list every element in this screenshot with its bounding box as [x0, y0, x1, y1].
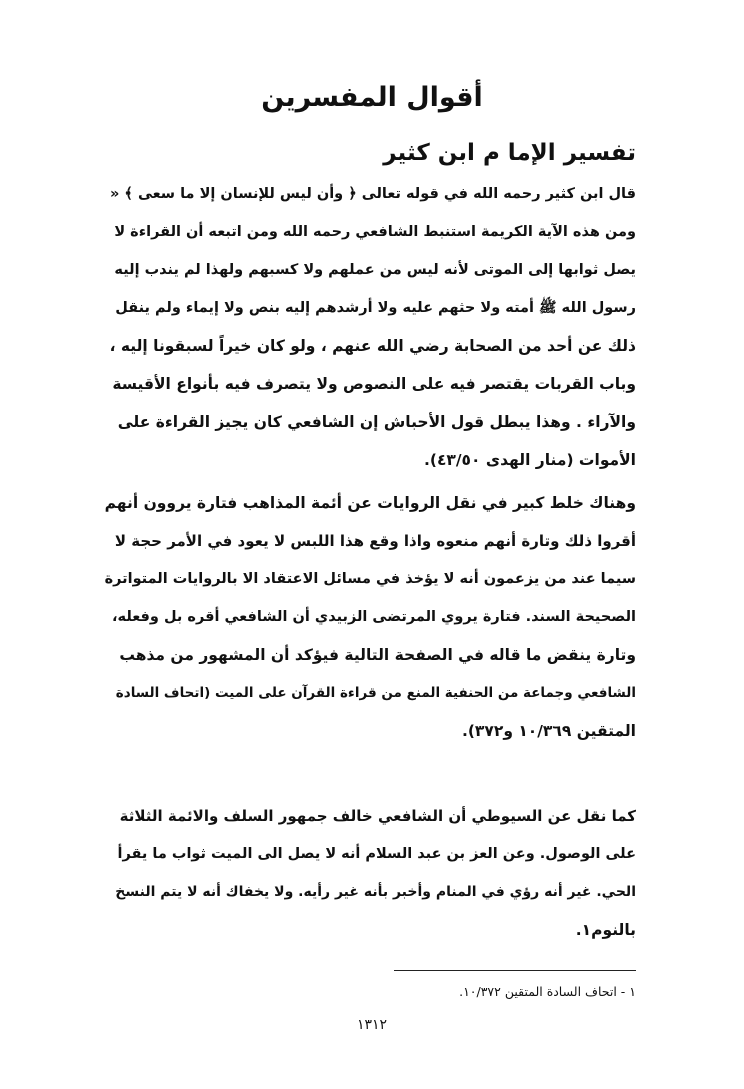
- text-line: الصحيحة السند. فتارة يروي المرتضى الزبيدي أن الشافعي أقره بل وفعله،: [112, 609, 636, 625]
- paragraph-3: [104, 797, 636, 949]
- paragraph-2: [104, 484, 636, 750]
- section-title: تفسير الإما م ابن كثير: [383, 140, 636, 166]
- text-line: كما نقل عن السيوطي أن الشافعي خالف جمهور السلف والائمة الثلاثة: [119, 807, 636, 825]
- text-line: يصل ثوابها إلى الموتى لأنه ليس من عملهم ولا كسبهم ولهذا لم يندب إليه: [114, 262, 636, 278]
- text-line: الحي. غير أنه رؤي في المنام وأخبر بأنه غير رأيه. ولا يخفاك أنه لا يتم النسخ: [115, 884, 636, 900]
- text-line: والآراء . وهذا يبطل قول الأحباش إن الشافعي كان يجيز القراءة على: [117, 413, 636, 431]
- text-line: المتقين ١٠/٣٦٩ و٣٧٢).: [461, 722, 636, 740]
- footnote: ١ - اتحاف السادة المتقين ١٠/٣٧٢.: [459, 984, 636, 999]
- text-line: وباب القربات يقتصر فيه على النصوص ولا يتصرف فيه بأنواع الأقيسة: [112, 375, 636, 393]
- text-line: قال ابن كثير رحمه الله في قوله تعالى ﴿ وأن ليس للإنسان إلا ما سعى ﴾ «: [109, 186, 636, 202]
- text-line: الشافعي وجماعة من الحنفية المنع من قراءة القرآن على الميت (اتحاف السادة: [115, 685, 636, 701]
- paragraph-1: [104, 175, 636, 479]
- text-line: ذلك عن أحد من الصحابة رضي الله عنهم ، ولو كان خيراً لسبقونا إليه ،: [109, 337, 636, 355]
- text-line: ومن هذه الآية الكريمة استنبط الشافعي رحمه الله ومن اتبعه أن القراءة لا: [114, 224, 636, 240]
- footnote-divider: [394, 970, 636, 971]
- text-line: على الوصول. وعن العز بن عبد السلام أنه لا يصل الى الميت ثواب ما يقرأ: [117, 846, 636, 862]
- text-line: بالنوم١.: [575, 921, 636, 939]
- text-line: الأموات (منار الهدى ٤٣/٥٠).: [423, 451, 636, 469]
- text-line: رسول الله ﷺ أمته ولا حثهم عليه ولا أرشدهم إليه بنص ولا إيماء ولم ينقل: [115, 300, 636, 316]
- text-line: أقروا ذلك وتارة أنهم منعوه واذا وقع هذا اللبس لا يعود في الأمر حجة لا: [114, 532, 636, 550]
- text-line: وهناك خلط كبير في نقل الروايات عن أئمة المذاهب فتارة يروون أنهم: [104, 494, 636, 512]
- page-number: ١٣١٢: [356, 1017, 388, 1033]
- text-line: وتارة ينقض ما قاله في الصفحة التالية فيؤكد أن المشهور من مذهب: [119, 646, 636, 664]
- page-title: أقوال المفسرين: [261, 82, 483, 113]
- text-line: سيما عند من يزعمون أنه لا يؤخذ في مسائل الاعتقاد الا بالروايات المتواترة: [104, 571, 636, 587]
